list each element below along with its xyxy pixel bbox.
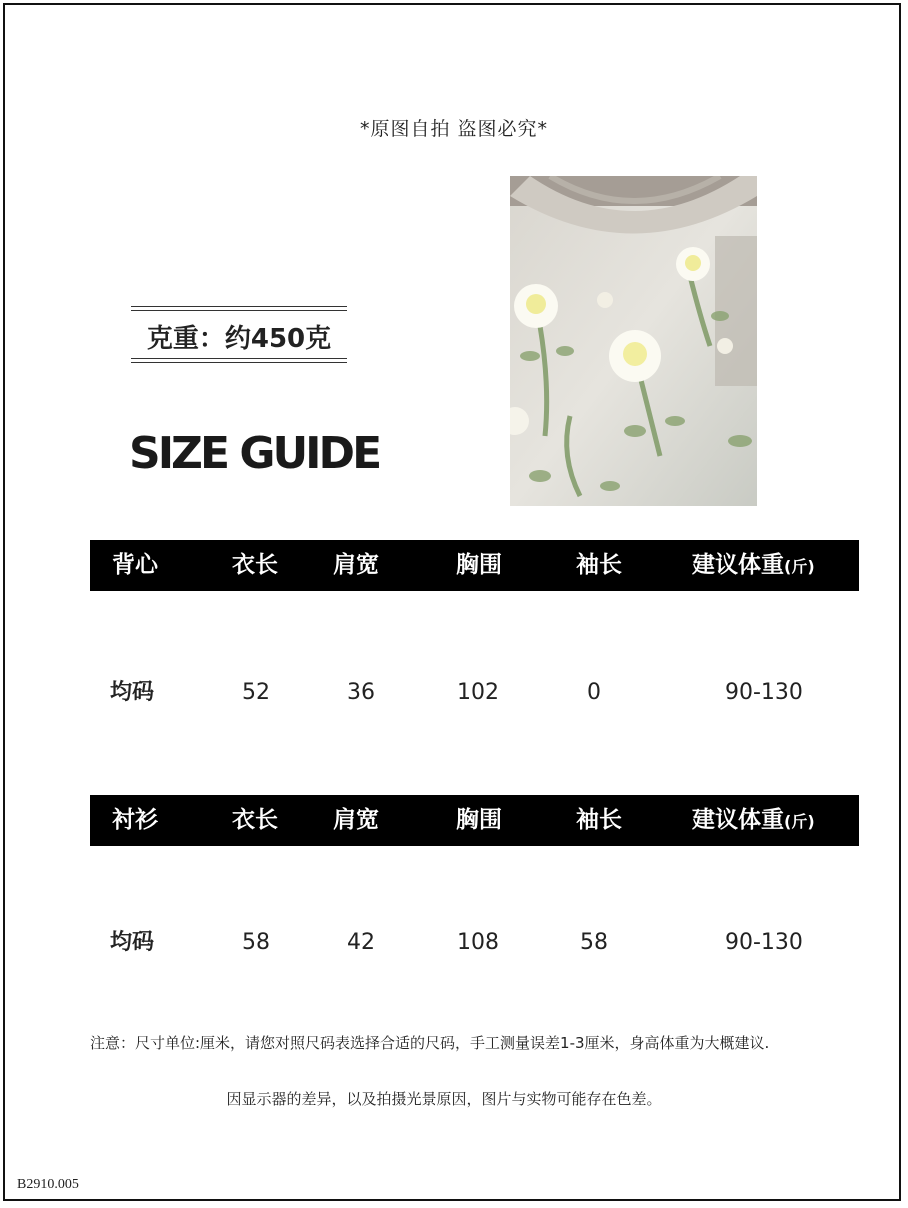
table1-size: 均码 xyxy=(110,680,155,705)
table1-weight: 90-130 xyxy=(725,680,803,705)
table2-header-shoulder: 肩宽 xyxy=(333,807,379,833)
table2-header-weight: 建议体重(斤) xyxy=(692,807,815,833)
table2-header-sleeve: 袖长 xyxy=(576,807,622,833)
table1-chest: 102 xyxy=(457,680,499,705)
table2-chest: 108 xyxy=(457,930,499,955)
table2-header xyxy=(90,795,859,846)
table2-shoulder: 42 xyxy=(347,930,375,955)
table-row xyxy=(90,673,859,713)
weight-label-box xyxy=(131,306,347,363)
table2-weight: 90-130 xyxy=(725,930,803,955)
table1-header-chest: 胸围 xyxy=(456,552,502,578)
size-guide-title: SIZE GUIDE xyxy=(129,428,380,479)
table2-header-chest: 胸围 xyxy=(456,807,502,833)
table1-header-category: 背心 xyxy=(112,552,158,578)
table-row xyxy=(90,923,859,963)
copyright-notice: *原图自拍 盗图必究* xyxy=(359,118,549,140)
page-border xyxy=(3,3,901,1201)
table1-sleeve: 0 xyxy=(587,680,601,705)
table2-sleeve: 58 xyxy=(580,930,608,955)
product-code: B2910.005 xyxy=(17,1177,79,1192)
weight-label: 克重：约450克 xyxy=(146,324,332,354)
table1-length: 52 xyxy=(242,680,270,705)
sweater-photo xyxy=(510,176,757,506)
table2-header-length: 衣长 xyxy=(232,807,278,833)
table1-header-weight: 建议体重(斤) xyxy=(692,552,815,578)
table1-header-length: 衣长 xyxy=(232,552,278,578)
table2-length: 58 xyxy=(242,930,270,955)
table2-header-category: 衬衫 xyxy=(112,807,158,833)
table2-size: 均码 xyxy=(110,930,155,955)
size-note: 注意：尺寸单位:厘米，请您对照尺码表选择合适的尺码，手工测量误差1-3厘米，身高体重为大概建议. xyxy=(90,1034,770,1052)
table1-header-sleeve: 袖长 xyxy=(576,552,622,578)
table1-header-shoulder: 肩宽 xyxy=(333,552,379,578)
color-disclaimer: 因显示器的差异，以及拍摄光景原因，图片与实物可能存在色差。 xyxy=(226,1090,662,1108)
table1-shoulder: 36 xyxy=(347,680,375,705)
table1-header xyxy=(90,540,859,591)
